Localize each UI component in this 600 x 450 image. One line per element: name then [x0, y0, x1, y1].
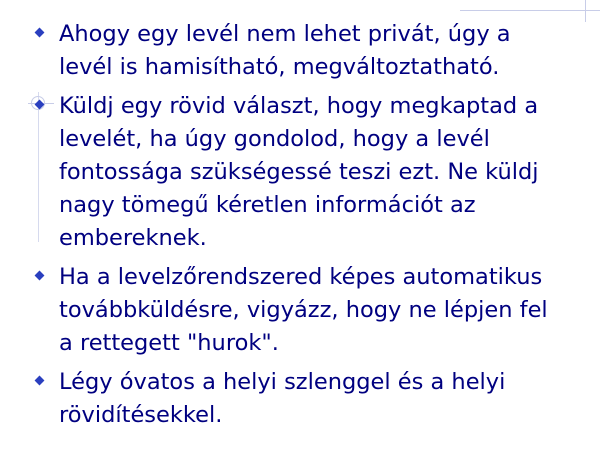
bullet-line: embereknek. [59, 225, 207, 251]
bullet-item [32, 18, 592, 84]
bullet-line: Ha a levelzőrendszered képes automatikus [59, 264, 543, 290]
bullet-line: levelét, ha úgy gondolod, hogy a levél [59, 126, 490, 152]
bullet-item [32, 366, 592, 432]
decorative-line [460, 10, 600, 11]
bullet-line: Küldj egy rövid választ, hogy megkaptad a [59, 93, 539, 119]
diamond-bullet-icon [35, 271, 45, 281]
bullet-text [59, 90, 592, 255]
bullet-line: a rettegett "hurok". [59, 330, 279, 356]
bullet-item [32, 261, 592, 360]
bullet-line: továbbküldésre, vigyázz, hogy ne lépjen fel [59, 297, 548, 323]
bullet-line: Légy óvatos a helyi szlenggel és a helyi [59, 369, 506, 395]
bullet-list [32, 18, 592, 438]
bullet-text [59, 18, 592, 84]
bullet-line: levél is hamisítható, megváltoztatható. [59, 54, 500, 80]
diamond-bullet-icon [35, 28, 45, 38]
diamond-bullet-icon [35, 100, 45, 110]
bullet-line: rövidítésekkel. [59, 402, 223, 428]
diamond-bullet-icon [35, 376, 45, 386]
bullet-item [32, 90, 592, 255]
bullet-line: nagy tömegű kéretlen információt az [59, 192, 476, 218]
bullet-line: fontossága szükségessé teszi ezt. Ne küldj [59, 159, 539, 185]
bullet-text [59, 366, 592, 432]
bullet-text [59, 261, 592, 360]
bullet-line: Ahogy egy levél nem lehet privát, úgy a [59, 21, 511, 47]
